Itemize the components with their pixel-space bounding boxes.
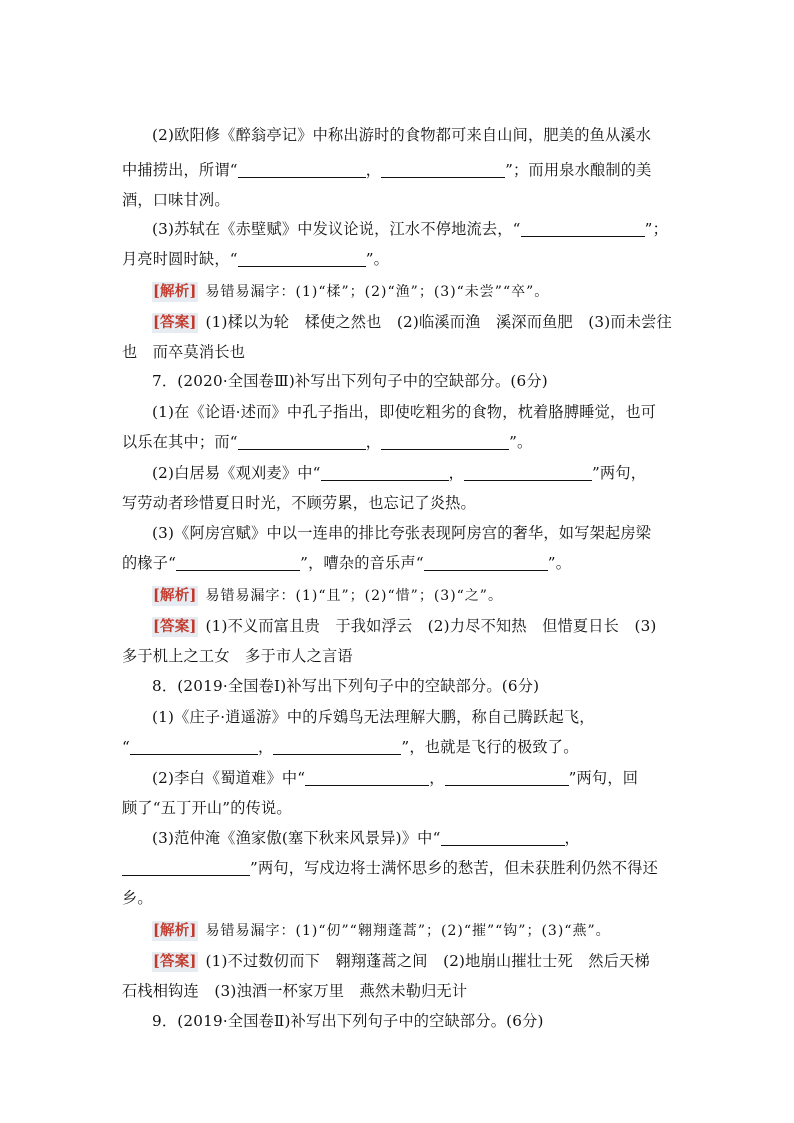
text-line: [122, 883, 682, 913]
text: 的椽子“: [122, 554, 177, 572]
text: ”两句，回: [568, 769, 639, 787]
answer-blank[interactable]: [176, 552, 300, 571]
answer-tag: [答案]: [153, 314, 197, 331]
text: ”；而用泉水酿制的美: [505, 161, 652, 179]
text: ”，也就是飞行的极致了。: [401, 738, 579, 756]
question-heading: [152, 1006, 682, 1036]
analysis-tag: [解析]: [153, 283, 197, 300]
text: (1)《庄子·逍遥游》中的斥鴳鸟无法理解大鹏，称自己腾跃起飞，: [152, 708, 595, 726]
analysis-tag: [解析]: [153, 922, 197, 939]
text-line: [122, 185, 682, 215]
answer-line: [152, 946, 682, 976]
text-line: [122, 488, 682, 518]
text: 7．(2020·全国卷Ⅲ)补写出下列句子中的空缺部分。(6分): [152, 372, 548, 390]
text-line: [122, 732, 682, 762]
answer-tag: [答案]: [153, 953, 197, 970]
text: “: [122, 738, 130, 756]
text-line: [152, 763, 682, 793]
text: ，: [257, 738, 274, 756]
question-heading: [152, 366, 682, 396]
answer-blank[interactable]: [521, 218, 645, 237]
analysis-line: [152, 915, 682, 945]
question-heading: [152, 671, 682, 701]
answer-blank[interactable]: [122, 857, 250, 876]
text: (3)范仲淹《渔家傲(塞下秋来风景异)》中“: [152, 829, 441, 847]
answer-blank[interactable]: [441, 827, 565, 846]
answer-blank[interactable]: [445, 767, 569, 786]
answer-blank[interactable]: [321, 462, 449, 481]
text-line: [122, 126, 682, 156]
text: ”两句，写戍边将士满怀思乡的愁苦，但未获胜利仍然不得还: [250, 859, 659, 877]
answer-blank[interactable]: [424, 552, 548, 571]
text: 乡。: [122, 889, 153, 907]
answer-blank[interactable]: [238, 431, 366, 450]
text-line: [152, 397, 682, 427]
analysis-line: [152, 276, 682, 306]
text: ”，嘈杂的音乐声“: [300, 554, 424, 572]
answer-blank[interactable]: [305, 767, 429, 786]
text-line: [152, 458, 682, 488]
answer-blank[interactable]: [381, 431, 509, 450]
text: 9．(2019·全国卷Ⅱ)补写出下列句子中的空缺部分。(6分): [152, 1012, 544, 1030]
text: 8．(2019·全国卷Ⅰ)补写出下列句子中的空缺部分。(6分): [152, 677, 540, 695]
text: ，: [365, 433, 382, 451]
text: ”两句，: [591, 464, 647, 482]
text-line: [122, 793, 682, 823]
text-line: [152, 518, 682, 548]
answer-blank[interactable]: [273, 736, 401, 755]
text-line: [122, 427, 682, 457]
text: (2)李白《蜀道难》中“: [152, 769, 306, 787]
text: ”。: [365, 250, 390, 268]
text: ”；: [644, 220, 668, 238]
analysis-tag: [解析]: [153, 587, 197, 604]
text: (2)白居易《观刈麦》中“: [152, 464, 321, 482]
answer-blank[interactable]: [238, 248, 366, 267]
text: 月亮时圆时缺，“: [122, 250, 238, 268]
text: 写劳动者珍惜夏日时光，不顾劳累，也忘记了炎热。: [122, 494, 476, 512]
text-line: [122, 337, 682, 367]
text: 多于机上之工女 多于市人之言语: [122, 647, 353, 665]
text-line: [122, 853, 682, 883]
text-line: [122, 244, 682, 274]
text: ”。: [509, 433, 533, 451]
text-line: [152, 823, 682, 853]
answer-blank[interactable]: [238, 159, 366, 178]
text-line: [122, 976, 682, 1006]
text: ，: [365, 161, 382, 179]
text: 易错易漏字：(1)“仞”“翱翔蓬蒿”；(2)“摧”“钩”；(3)“燕”。: [205, 923, 611, 939]
answer-blank[interactable]: [381, 159, 505, 178]
text: ，: [564, 829, 580, 847]
text: (2)欧阳修《醉翁亭记》中称出游时的食物都可来自山间，肥美的鱼从溪水: [152, 126, 652, 144]
text: ，: [429, 769, 445, 787]
text-line: [122, 155, 682, 185]
text: 也 而卒莫消长也: [122, 343, 246, 361]
text-line: [122, 641, 682, 671]
text: 顾了“五丁开山”的传说。: [122, 799, 292, 817]
text: 中捕捞出，所谓“: [122, 161, 238, 179]
text: ”。: [547, 554, 572, 572]
answer-tag: [答案]: [153, 618, 197, 635]
text: 以乐在其中；而“: [122, 433, 238, 451]
text: (3)《阿房宫赋》中以一连串的排比夸张表现阿房宫的奢华，如写架起房梁: [152, 524, 652, 542]
text: ，: [448, 464, 464, 482]
text-line: [122, 548, 682, 578]
text: 石栈相钩连 (3)浊酒一杯家万里 燕然未勒归无计: [122, 982, 468, 1000]
text: (1)楺以为轮 楺使之然也 (2)临溪而渔 溪深而鱼肥 (3)而未尝往: [205, 313, 672, 331]
text: 易错易漏字：(1)“楺”；(2)“渔”；(3)“未尝”“卒”。: [205, 284, 550, 300]
answer-line: [152, 611, 682, 641]
text: (1)不过数仞而下 翱翔蓬蒿之间 (2)地崩山摧壮士死 然后天梯: [205, 952, 650, 970]
analysis-line: [152, 580, 682, 610]
text-line: [152, 702, 682, 732]
text: 易错易漏字：(1)“且”；(2)“惜”；(3)“之”。: [205, 588, 503, 604]
text: 酒，口味甘冽。: [122, 191, 230, 209]
text: (1)不义而富且贵 于我如浮云 (2)力尽不知热 但惜夏日长 (3): [205, 617, 657, 635]
text: (1)在《论语·述而》中孔子指出，即使吃粗劣的食物，枕着胳膊睡觉，也可: [152, 403, 657, 421]
answer-blank[interactable]: [130, 736, 258, 755]
text: (3)苏轼在《赤壁赋》中发议论说，江水不停地流去，“: [152, 220, 521, 238]
answer-line: [152, 307, 682, 337]
text-line: [152, 214, 682, 244]
answer-blank[interactable]: [464, 462, 592, 481]
